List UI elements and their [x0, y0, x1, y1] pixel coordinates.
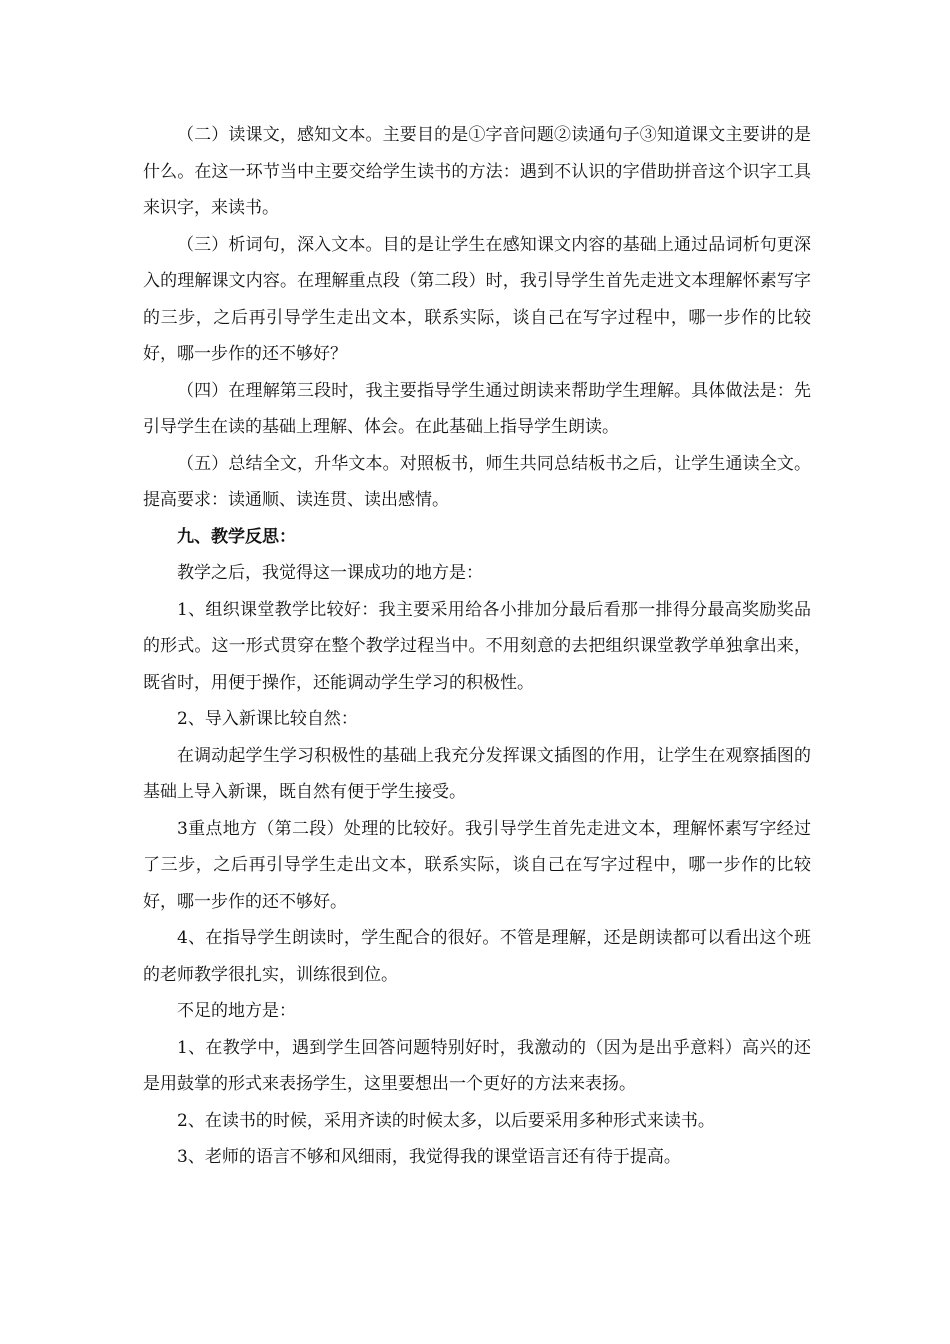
paragraph-reading-text: （二）读课文，感知文本。主要目的是①字音问题②读通句子③知道课文主要讲的是什么。在这一环节当中主要交给学生读书的方法：遇到不认识的字借助拼音这个识字工具来识字，来读书。 [143, 125, 811, 218]
paragraph-analyze-words: （三）析词句，深入文本。目的是让学生在感知课文内容的基础上通过品词析句更深入的理解课文内容。在理解重点段（第二段）时，我引导学生首先走进文本理解怀素写字的三步，之后再引导学生走出文本，联系实际，谈自己在写字过程中，哪一步作的比较好，哪一步作的还不够好？ [143, 234, 811, 364]
paragraph-shortcoming-1: 1、在教学中，遇到学生回答问题特别好时，我激动的（因为是出乎意料）高兴的还是用鼓掌的形式来表扬学生，这里要想出一个更好的方法来表扬。 [143, 1037, 811, 1094]
paragraph-success-2-title: 2、导入新课比较自然： [177, 709, 358, 729]
paragraph-summary: （五）总结全文，升华文本。对照板书，师生共同总结板书之后，让学生通读全文。提高要求：读通顺、读连贯、读出感情。 [143, 453, 811, 510]
paragraph-third-section: （四）在理解第三段时，我主要指导学生通过朗读来帮助学生理解。具体做法是：先引导学生在读的基础上理解、体会。在此基础上指导学生朗读。 [143, 380, 811, 437]
paragraph-shortcoming-2: 2、在读书的时候，采用齐读的时候太多，以后要采用多种形式来读书。 [177, 1110, 715, 1131]
paragraph-shortcoming-3: 3、老师的语言不够和风细雨，我觉得我的课堂语言还有待于提高。 [177, 1147, 681, 1167]
paragraph-success-2-body: 在调动起学生学习积极性的基础上我充分发挥课文插图的作用，让学生在观察插图的基础上导入新课，既自然有便于学生接受。 [143, 745, 811, 802]
paragraph-success-3: 3重点地方（第二段）处理的比较好。我引导学生首先走进文本，理解怀素写字经过了三步，之后再引导学生走出文本，联系实际，谈自己在写字过程中，哪一步作的比较好，哪一步作的还不够好。 [143, 818, 811, 912]
paragraph-success-intro: 教学之后，我觉得这一课成功的地方是： [177, 563, 483, 583]
paragraph-success-1: 1、组织课堂教学比较好：我主要采用给各小排加分最后看那一排得分最高奖励奖品的形式。这一形式贯穿在整个教学过程当中。不用刻意的去把组织课堂教学单独拿出来，既省时，用便于操作，还能调动学生学习的积极性。 [143, 599, 811, 693]
paragraph-success-4: 4、在指导学生朗读时，学生配合的很好。不管是理解，还是朗读都可以看出这个班的老师教学很扎实，训练很到位。 [143, 928, 811, 985]
section-heading-reflection: 九、教学反思： [177, 526, 296, 547]
document-body [143, 117, 811, 1176]
paragraph-shortcomings-intro: 不足的地方是： [177, 1001, 296, 1021]
